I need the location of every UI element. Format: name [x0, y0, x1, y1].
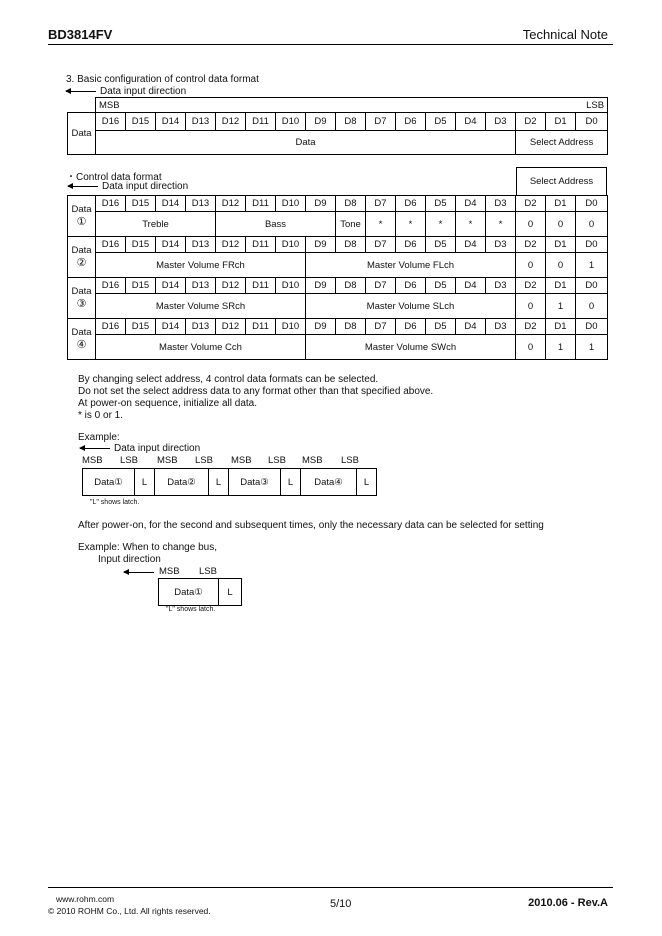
address-bit: 0	[516, 335, 546, 360]
bit-cell: D13	[186, 278, 216, 294]
bit-cell: D0	[576, 278, 608, 294]
bit-cell: D3	[486, 237, 516, 253]
msb-label: MSB	[82, 455, 103, 466]
bit-cell: D16	[96, 113, 126, 131]
bit-cell: D12	[216, 196, 246, 212]
bit-cell: D4	[456, 319, 486, 335]
latch-note: "L" shows latch.	[166, 606, 216, 613]
bass-field: Bass	[216, 212, 336, 237]
bit-cell: D10	[276, 319, 306, 335]
dont-care-cell: *	[486, 212, 516, 237]
select-address-header-cell: Select Address	[517, 168, 607, 196]
lsb-label: LSB	[199, 566, 217, 577]
dont-care-cell: *	[456, 212, 486, 237]
bit-cell: D12	[216, 278, 246, 294]
select-address-field: Select Address	[516, 131, 608, 155]
address-bit: 0	[546, 212, 576, 237]
footer-url: www.rohm.com	[56, 894, 115, 904]
block-label: Data ③	[68, 278, 96, 319]
lsb-label: LSB	[120, 455, 138, 466]
bit-cell: D11	[246, 237, 276, 253]
bit-cell: D11	[246, 113, 276, 131]
bit-cell: D3	[486, 113, 516, 131]
bit-cell: D2	[516, 113, 546, 131]
bit-cell: D7	[366, 196, 396, 212]
bit-cell: D8	[336, 319, 366, 335]
bit-cell: D8	[336, 196, 366, 212]
address-bit: 1	[576, 335, 608, 360]
lsb-label: LSB	[268, 455, 286, 466]
bit-cell: D0	[576, 237, 608, 253]
bit-cell: D6	[396, 319, 426, 335]
header-divider	[48, 44, 613, 45]
bit-cell: D1	[546, 196, 576, 212]
example-title: Example:	[78, 432, 120, 443]
control-format-table	[67, 195, 608, 360]
bit-cell: D10	[276, 278, 306, 294]
bit-cell: D8	[336, 237, 366, 253]
bit-cell: D10	[276, 113, 306, 131]
bit-cell: D2	[516, 319, 546, 335]
note-line: * is 0 or 1.	[78, 410, 124, 421]
bit-cell: D4	[456, 237, 486, 253]
bit-cell: D2	[516, 196, 546, 212]
bit-cell: D15	[126, 237, 156, 253]
bit-cell: D6	[396, 278, 426, 294]
msb-label: MSB	[302, 455, 323, 466]
example2-direction: Input direction	[98, 554, 161, 565]
treble-field: Treble	[96, 212, 216, 237]
volume-field: Master Volume FRch	[96, 253, 306, 278]
bit-cell: D9	[306, 196, 336, 212]
bit-cell: D7	[366, 113, 396, 131]
bit-cell: D11	[246, 278, 276, 294]
arrow-left-icon	[68, 186, 98, 187]
footer-copyright: © 2010 ROHM Co., Ltd. All rights reserved.	[48, 906, 211, 916]
msb-label: MSB	[157, 455, 178, 466]
example2-arrow	[124, 567, 158, 578]
example-direction	[80, 443, 200, 454]
msb-label: MSB	[231, 455, 252, 466]
note-line: By changing select address, 4 control data formats can be selected.	[78, 374, 379, 385]
note-line: Do not set the select address data to any format other than that specified above.	[78, 386, 434, 397]
bit-cell: D16	[96, 319, 126, 335]
note-line: At power-on sequence, initialize all data.	[78, 398, 257, 409]
bit-cell: D13	[186, 319, 216, 335]
bit-cell: D5	[426, 278, 456, 294]
block-label: Data ①	[68, 196, 96, 237]
lsb-label: LSB	[341, 455, 359, 466]
bit-cell: D5	[426, 113, 456, 131]
data-frame: Data②	[155, 469, 209, 496]
bit-cell: D5	[426, 196, 456, 212]
bit-cell: D1	[546, 237, 576, 253]
bit-cell: D1	[546, 113, 576, 131]
dont-care-cell: *	[366, 212, 396, 237]
bit-cell: D13	[186, 237, 216, 253]
example2-sequence	[158, 578, 242, 606]
address-bit: 0	[576, 212, 608, 237]
data-field: Data	[96, 131, 516, 155]
latch-cell: L	[357, 469, 377, 496]
latch-cell: L	[281, 469, 301, 496]
latch-note: "L" shows latch.	[90, 499, 140, 506]
bit-cell: D6	[396, 196, 426, 212]
bit-cell: D14	[156, 237, 186, 253]
bit-cell: D9	[306, 278, 336, 294]
bit-cell: D13	[186, 113, 216, 131]
bit-cell: D4	[456, 113, 486, 131]
msb-label: MSB	[159, 566, 180, 577]
direction-label	[66, 86, 186, 97]
data-frame: Data①	[159, 579, 219, 606]
lsb-label: LSB	[576, 98, 608, 113]
bit-cell: D0	[576, 319, 608, 335]
bit-cell: D8	[336, 278, 366, 294]
bit-cell: D9	[306, 319, 336, 335]
arrow-left-icon	[66, 91, 96, 92]
bit-cell: D13	[186, 196, 216, 212]
example-sequence	[82, 468, 377, 496]
bit-cell: D10	[276, 237, 306, 253]
bit-cell: D7	[366, 319, 396, 335]
volume-field: Master Volume FLch	[306, 253, 516, 278]
bit-cell: D8	[336, 113, 366, 131]
address-bit: 1	[576, 253, 608, 278]
dont-care-cell: *	[396, 212, 426, 237]
bit-cell: D15	[126, 113, 156, 131]
dont-care-cell: *	[426, 212, 456, 237]
bit-cell: D9	[306, 113, 336, 131]
data-frame: Data④	[301, 469, 357, 496]
address-bit: 0	[516, 253, 546, 278]
direction-text: Data input direction	[102, 181, 189, 192]
bit-cell: D5	[426, 319, 456, 335]
block-label: Data ④	[68, 319, 96, 360]
latch-cell: L	[219, 579, 242, 606]
bit-cell: D2	[516, 237, 546, 253]
revision: 2010.06 - Rev.A	[528, 897, 608, 909]
latch-cell: L	[209, 469, 229, 496]
bit-cell: D15	[126, 319, 156, 335]
msb-label: MSB	[96, 98, 576, 113]
control-direction	[68, 181, 188, 192]
bit-cell: D6	[396, 237, 426, 253]
address-bit: 1	[546, 294, 576, 319]
bit-cell: D15	[126, 278, 156, 294]
direction-text: Data input direction	[100, 86, 187, 97]
bit-cell: D3	[486, 196, 516, 212]
control-title: ・Control data format	[66, 172, 162, 183]
lsb-label: LSB	[195, 455, 213, 466]
block-label: Data ②	[68, 237, 96, 278]
bit-cell: D16	[96, 237, 126, 253]
page-number: 5/10	[330, 898, 352, 910]
tone-field: Tone	[336, 212, 366, 237]
arrow-left-icon	[124, 572, 154, 573]
bit-cell: D12	[216, 319, 246, 335]
document-type: Technical Note	[522, 27, 608, 42]
latch-cell: L	[135, 469, 155, 496]
bit-cell: D3	[486, 278, 516, 294]
bit-cell: D7	[366, 237, 396, 253]
volume-field: Master Volume SLch	[306, 294, 516, 319]
bit-cell: D14	[156, 278, 186, 294]
direction-text: Data input direction	[114, 443, 201, 454]
bit-cell: D1	[546, 278, 576, 294]
footer-left	[48, 893, 211, 917]
bit-cell: D4	[456, 278, 486, 294]
address-bit: 1	[546, 335, 576, 360]
bit-cell: D1	[546, 319, 576, 335]
footer-divider	[48, 887, 613, 888]
bit-cell: D14	[156, 113, 186, 131]
bit-cell: D0	[576, 113, 608, 131]
address-bit: 0	[576, 294, 608, 319]
volume-field: Master Volume SRch	[96, 294, 306, 319]
select-address-header	[516, 167, 607, 196]
bit-cell: D0	[576, 196, 608, 212]
after-power-on-text: After power-on, for the second and subsequent times, only the necessary data can be selected for setting	[78, 520, 544, 531]
section-title: 3. Basic configuration of control data format	[66, 74, 259, 85]
volume-field: Master Volume Cch	[96, 335, 306, 360]
bit-cell: D3	[486, 319, 516, 335]
bit-cell: D2	[516, 278, 546, 294]
address-bit: 0	[516, 294, 546, 319]
example2-title: Example: When to change bus,	[78, 542, 217, 553]
part-number: BD3814FV	[48, 27, 113, 42]
arrow-left-icon	[80, 448, 110, 449]
volume-field: Master Volume SWch	[306, 335, 516, 360]
data-frame: Data①	[83, 469, 135, 496]
bit-cell: D5	[426, 237, 456, 253]
bit-cell: D16	[96, 278, 126, 294]
bit-cell: D14	[156, 196, 186, 212]
bit-cell: D9	[306, 237, 336, 253]
bit-cell: D11	[246, 196, 276, 212]
bit-cell: D16	[96, 196, 126, 212]
bit-cell: D11	[246, 319, 276, 335]
bit-cell: D14	[156, 319, 186, 335]
bit-cell: D15	[126, 196, 156, 212]
bit-cell: D4	[456, 196, 486, 212]
bit-cell: D10	[276, 196, 306, 212]
address-bit: 0	[516, 212, 546, 237]
address-bit: 0	[546, 253, 576, 278]
data-frame: Data③	[229, 469, 281, 496]
bit-cell: D7	[366, 278, 396, 294]
notes-block	[78, 374, 433, 422]
bit-cell: D6	[396, 113, 426, 131]
basic-config-table	[67, 97, 608, 155]
row-label: Data	[68, 113, 96, 155]
bit-cell: D12	[216, 237, 246, 253]
bit-cell: D12	[216, 113, 246, 131]
